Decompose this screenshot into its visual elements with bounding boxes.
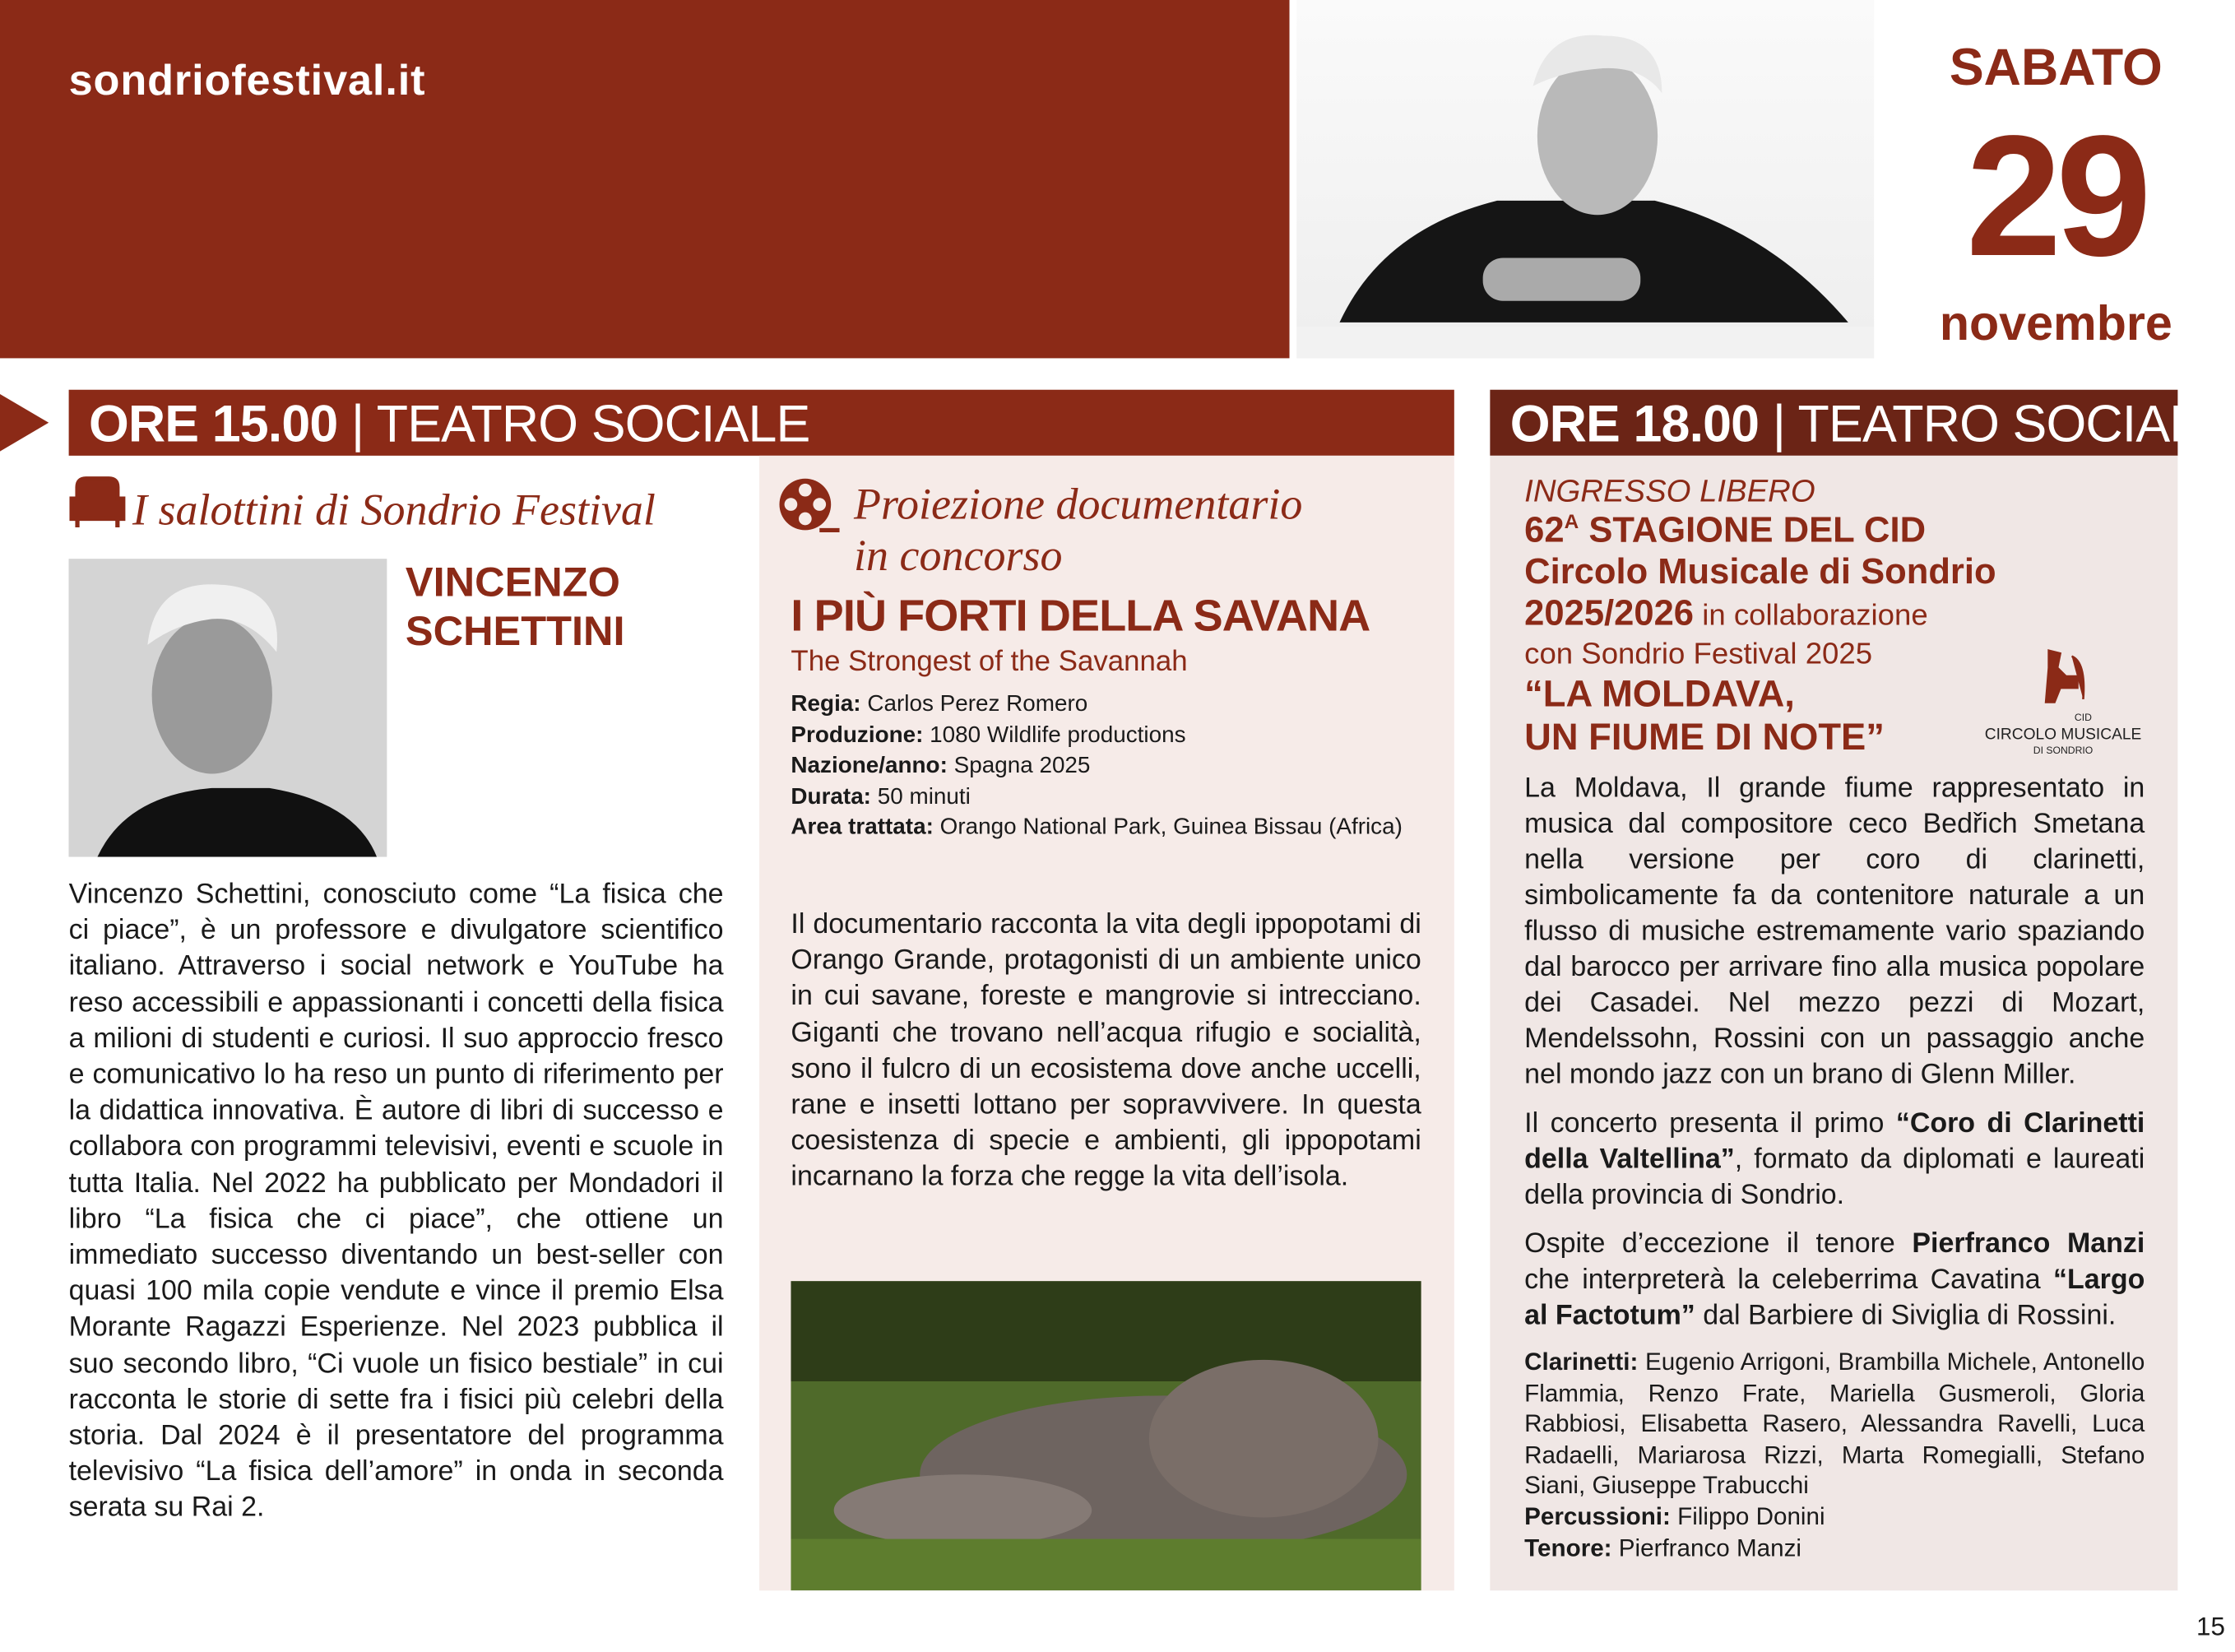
text: che interpreterà la celeberrima Cavatina: [1524, 1264, 2053, 1296]
day-name: SABATO: [1949, 37, 2163, 96]
spec-produzione: [791, 720, 1407, 751]
header-band: [0, 0, 1290, 358]
logo-main: CIRCOLO MUSICALE: [1984, 726, 2142, 744]
event1-time: ORE 15.00: [88, 393, 338, 453]
season-line: [1524, 510, 2169, 552]
concert-paragraph-3: [1524, 1227, 2145, 1334]
speaker-last-name: SCHETTINI: [405, 609, 625, 655]
season-years: 2025/2026: [1524, 593, 1695, 633]
cast-list: [1524, 1347, 2145, 1563]
logo-small: CID: [2074, 713, 2092, 724]
spec-label: Regia:: [791, 692, 861, 717]
cast-value: Eugenio Arrigoni, Brambilla Michele, Antonello Flammia, Renzo Frate, Mariella Gusmeroli, Gloria Rabbiosi, Elisabetta Rasero, Alessandra Ravelli, Luca Radaelli, Mariarosa Rizzi, Marta Romegialli, Stefano Siani, Giuseppe Trabucchi: [1524, 1348, 2145, 1500]
month: novembre: [1939, 296, 2172, 351]
event1-venue: TEATRO SOCIALE: [376, 393, 810, 453]
separator: |: [1772, 393, 1786, 453]
event2-time-bar: [1490, 390, 2232, 456]
spec-value: Spagna 2025: [953, 754, 1091, 779]
day-number: 29: [1966, 100, 2146, 293]
cast-label: Percussioni:: [1524, 1502, 1671, 1531]
film-reel-icon: [777, 476, 840, 545]
season-number: 62: [1524, 510, 1565, 550]
event1-time-bar: [69, 390, 1454, 456]
collab-festival: con Sondrio Festival 2025: [1524, 638, 1873, 671]
cast-value: Filippo Donini: [1677, 1502, 1825, 1531]
speaker-photo-large: [1296, 0, 1874, 358]
tenor-name: Pierfranco Manzi: [1912, 1227, 2145, 1260]
years-line: [1524, 593, 2169, 636]
armchair-icon: [69, 476, 127, 534]
separator: |: [350, 393, 364, 453]
spec-label: Area trattata:: [791, 815, 934, 841]
cast-label: Tenore:: [1524, 1534, 1612, 1562]
spec-label: Produzione:: [791, 722, 924, 748]
entry-note: INGRESSO LIBERO: [1524, 472, 1815, 509]
series-title: I salottini di Sondrio Festival: [132, 484, 656, 535]
hippo-photo: [791, 1281, 1421, 1590]
cast-tenor: [1524, 1533, 2145, 1564]
page-number: 15: [2196, 1612, 2225, 1641]
aria-name: “Largo al Factotum”: [1524, 1264, 2145, 1332]
concert-paragraph-2: [1524, 1107, 2145, 1214]
bio-text: Vincenzo Schettini, conosciuto come “La fisica che ci piace”, è un professore e divulgatore scientifico italiano. Attraverso i social network e YouTube ha reso accessibili e appassionanti i concetti della fisica a milioni di studenti e curiosi. Il suo approccio fresco e comunicativo lo ha reso un punto di riferimento per la didattica innovativa. È autore di libri di successo e collabora con programmi televisivi, eventi e scuole in tutta Italia. Nel 2022 ha pubblicato per Mondadori il libro “La fisica che ci piace”, che ottiene un immediato successo diventando un best-seller con quasi 100 mila copie vendute e vince il premio Elsa Morante Ragazzi Esperienze. Nel 2023 pubblica il suo secondo libro, “Ci vuole un fisico bestiale” in cui racconta le storie di sette fra i fisici più celebri della storia. Dal 2024 è il presentatore del programma televisivo “La fisica dell’amore” in onda in seconda serata su Rai 2.: [68, 878, 724, 1524]
cid-logo: [1974, 647, 2152, 758]
spec-value: Orango National Park, Guinea Bissau (Africa): [939, 815, 1403, 841]
spec-durata: [791, 782, 1407, 814]
concert-title: [1524, 672, 1954, 759]
event2-venue: TEATRO SOCIALE: [1797, 393, 2232, 453]
text: Ospite d’eccezione il tenore: [1524, 1227, 1913, 1260]
concert-title-line-2: UN FIUME DI NOTE”: [1524, 715, 1885, 759]
spec-value: 1080 Wildlife productions: [930, 722, 1186, 748]
documentary-category: [854, 479, 1302, 582]
event-date: [1905, 37, 2206, 352]
arrow-marker-icon: [0, 394, 49, 452]
spec-value: 50 minuti: [877, 785, 971, 810]
event2-time: ORE 18.00: [1509, 393, 1760, 453]
cast-clarinets: [1524, 1347, 2145, 1501]
speaker-photo-small: [69, 559, 387, 856]
concert-description: [1524, 771, 2145, 1563]
cast-label: Clarinetti:: [1524, 1348, 1639, 1376]
text: , formato da diplomati e laureati della provincia di Sondrio.: [1524, 1143, 2145, 1211]
documentary-description: [791, 907, 1421, 1195]
speaker-bio: [69, 877, 724, 1527]
text: Il concerto presenta il primo: [1524, 1107, 1896, 1139]
organizer: Circolo Musicale di Sondrio: [1524, 551, 1996, 592]
site-url: sondriofestival.it: [68, 57, 426, 105]
season-text: STAGIONE DEL CID: [1588, 510, 1927, 550]
spec-value: Carlos Perez Romero: [867, 692, 1088, 717]
logo-sub: DI SONDRIO: [2033, 746, 2094, 757]
cast-value: Pierfranco Manzi: [1618, 1534, 1801, 1562]
speaker-first-name: VINCENZO: [405, 560, 620, 606]
description-text: Il documentario racconta la vita degli ippopotami di Orango Grande, protagonisti di un ambiente unico in cui savane, foreste e mangrovie si intrecciano. Giganti che trovano nell’acqua rifugio e socialità, sono il fulcro di un ecosistema dove anche uccelli, rane e insetti lottano per sopravvivere. In questa coesistenza di specie e ambienti, gli ippopotami incarnano la forza che regge la vita dell’isola.: [791, 908, 1421, 1193]
collab-text: in collaborazione: [1702, 599, 1928, 633]
text: dal Barbiere di Siviglia di Rossini.: [1695, 1299, 2117, 1332]
spec-label: Durata:: [791, 785, 871, 810]
concert-paragraph-1: La Moldava, Il grande fiume rappresentato in musica dal compositore ceco Bedřich Smetana nella versione per coro di clarinetti, simbolicamente fa da contenitore naturale a un flusso di musiche estremamente vario spaziando dal barocco per arrivare fino alla musica popolare dei Casadei. Nel mezzo pezzi di Mozart, Mendelssohn, Rossini con un passaggio anche nel mondo jazz con un brano di Glenn Miller.: [1524, 772, 2145, 1091]
organist-icon: [2034, 647, 2092, 705]
documentary-subtitle: The Strongest of the Savannah: [791, 646, 1188, 678]
spec-label: Nazione/anno:: [791, 754, 948, 779]
concert-title-line-1: “LA MOLDAVA,: [1524, 671, 1795, 716]
category-line-2: in concorso: [854, 530, 1063, 581]
cast-percussion: [1524, 1501, 2145, 1533]
series-heading: [69, 476, 743, 536]
season-superscript: A: [1564, 509, 1579, 533]
documentary-specs: [791, 689, 1407, 844]
spec-nazione: [791, 751, 1407, 782]
speaker-name: [406, 559, 625, 656]
documentary-title: I PIÙ FORTI DELLA SAVANA: [791, 590, 1370, 641]
spec-area: [791, 813, 1407, 844]
choir-name: “Coro di Clarinetti della Valtellina”: [1524, 1107, 2145, 1176]
spec-regia: [791, 689, 1407, 721]
category-line-1: Proiezione documentario: [854, 478, 1303, 529]
